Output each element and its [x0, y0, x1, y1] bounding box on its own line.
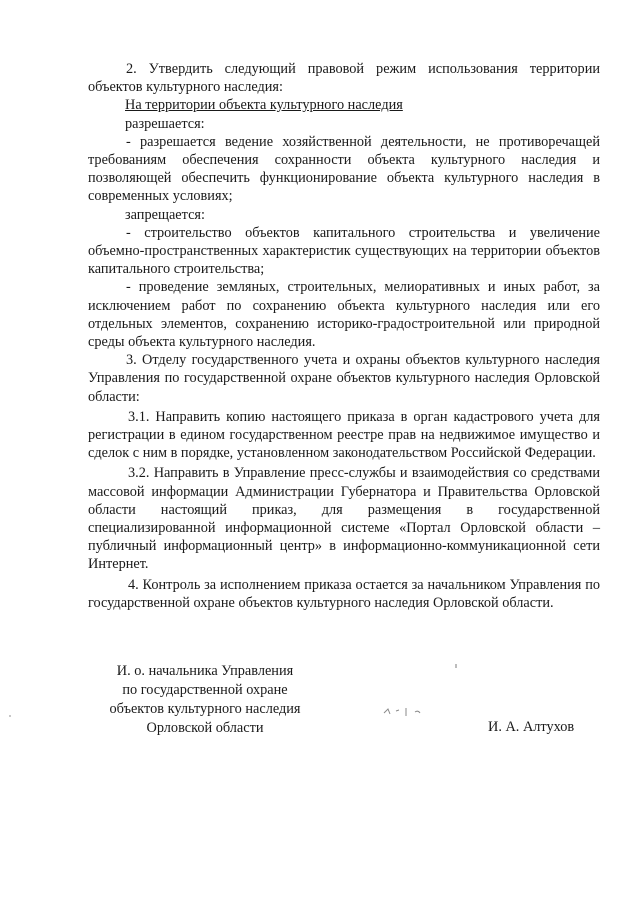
paragraph-3: 3. Отделу государственного учета и охраны объектов культурного наследия Управления по государственной охране объектов культурного наследия Орловской области: [88, 352, 600, 405]
forbidden-label: запрещается: [125, 206, 205, 223]
section-heading: На территории объекта культурного наследия [125, 97, 403, 114]
position-line: И. о. начальника Управления [116, 663, 294, 679]
position-line: объектов культурного наследия [109, 701, 301, 717]
signature-mark [382, 704, 428, 718]
allowed-label: разрешается: [125, 115, 205, 132]
forbidden-item-1: - строительство объектов капитального строительства и увеличение объемно-пространственных характеристик существующих на территории объектов капитального строительства; [88, 224, 600, 278]
paragraph-2: 2. Утвердить следующий правовой режим использования территории объектов культурного наследия: [88, 61, 600, 96]
allowed-item: - разрешается ведение хозяйственной деятельности, не противоречащей требованиям обеспечения сохранности объекта культурного наследия и позволяющей обеспечить функционирование объекта культурного наследия в современных условиях; [88, 133, 600, 205]
forbidden-item-2: - проведение земляных, строительных, мелиоративных и иных работ, за исключением работ по сохранению объекта культурного наследия или его отдельных элементов, сохранению историко-градостроительной или природной среды объекта культурного наследия. [88, 279, 600, 351]
paragraph-3-2: 3.2. Направить в Управление пресс-службы и взаимодействия со средствами массовой информации Администрации Губернатора и Правительства Орловской области настоящий приказ, для размещения в государственной специализированной информационной системе «Портал Орловской области – публичный информационный центр» в информационно-коммуникационной сети Интернет. [88, 465, 600, 573]
scan-speck [455, 664, 457, 668]
position-line: по государственной охране [122, 682, 288, 698]
paragraph-3-1: 3.1. Направить копию настоящего приказа в орган кадастрового учета для регистрации в едином государственном реестре прав на недвижимое имущество и сделок с ним в порядке, установленном законодательством Российской Федерации. [88, 408, 600, 462]
signatory-position [95, 662, 315, 738]
scan-speck [9, 715, 11, 717]
position-line: Орловской области [146, 720, 264, 736]
document-body [88, 60, 600, 612]
paragraph-4: 4. Контроль за исполнением приказа остается за начальником Управления по государственной охране объектов культурного наследия Орловской области. [88, 576, 600, 611]
signatory-name: И. А. Алтухов [488, 719, 575, 735]
